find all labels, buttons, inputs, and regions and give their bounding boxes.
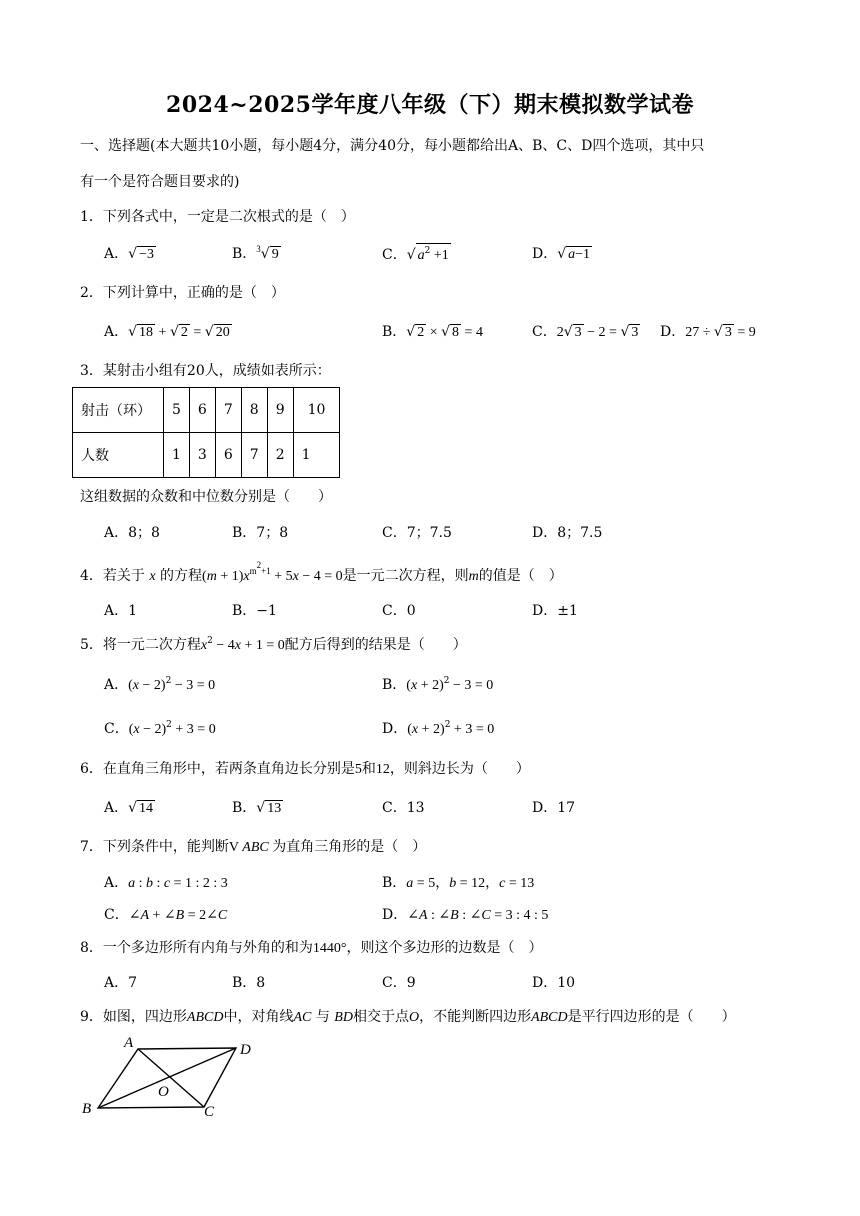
q2-option-b: B．√ 2 × √ 8 = 4 [382, 324, 483, 340]
q7-option-a: A．a : b : c = 1 : 2 : 3 [104, 875, 228, 891]
q8-option-b: B．8 [232, 975, 266, 991]
q1-option-d: D．√ a−1 [532, 246, 591, 262]
q5-option-b: B．$(x + 2)^2 - 3 = 0$ [382, 676, 494, 693]
q7-option-c: C．∠A + ∠B = 2∠C [104, 907, 228, 923]
vertex-label-d: D [240, 1042, 251, 1058]
q3-option-d: D．8；7.5 [532, 525, 603, 541]
q5-option-a: A．$(x - 2)^2 - 3 = 0$ [104, 676, 216, 693]
q6-option-a: A．√ 14 [104, 800, 154, 816]
q8-option-a: A．7 [104, 975, 138, 991]
table-cell: 9 [267, 388, 293, 433]
parallelogram-figure [78, 1032, 278, 1118]
q4-option-a: A．1 [104, 603, 138, 619]
q8-option-c: C．9 [382, 975, 416, 991]
q7-option-d: D．∠A : ∠B : ∠C = 3 : 4 : 5 [382, 907, 549, 923]
table-row [73, 388, 340, 433]
table-cell: 5 [164, 388, 190, 433]
q6-stem: 6．在直角三角形中，若两条直角边长分别是5和12，则斜边长为（ ） [80, 761, 530, 777]
q3-followup: 这组数据的众数和中位数分别是（ ） [80, 489, 332, 505]
q8-stem: 8．一个多边形所有内角与外角的和为1440°，则这个多边形的边数是（ ） [80, 940, 543, 956]
q1-stem: 1．下列各式中，一定是二次根式的是（ ） [80, 209, 355, 225]
table-cell: 1 [164, 433, 190, 478]
q3-option-c: C．7；7.5 [382, 525, 452, 541]
vertex-label-c: C [204, 1104, 215, 1118]
q7-stem: 7．下列条件中，能判断V ABC 为直角三角形的是（ ） [80, 839, 427, 855]
table-header-cell: 人数 [73, 433, 164, 478]
table-cell: 6 [215, 433, 241, 478]
q1-option-c: C．√ $a^2 +1$ [382, 243, 451, 264]
table-cell: 6 [189, 388, 215, 433]
q6-option-c: C．13 [382, 800, 425, 816]
q5-option-c: C．$(x - 2)^2 + 3 = 0$ [104, 720, 216, 737]
q4-option-d: D．±1 [532, 603, 578, 619]
table-cell: 7 [241, 433, 267, 478]
q6-option-b: B．√ 13 [232, 800, 282, 816]
point-label-o: O [158, 1084, 169, 1100]
q2-option-a: A．√ 18 + √ 2 = √ 20 [104, 324, 230, 340]
q2-stem: 2．下列计算中，正确的是（ ） [80, 285, 285, 301]
table-cell: 7 [215, 388, 241, 433]
section-instructions-line1: 一、选择题(本大题共10小题，每小题4分，满分40分，每小题都给出A、B、C、D四个选项，其中只 [80, 138, 705, 154]
vertex-label-a: A [124, 1035, 134, 1051]
table-cell: 2 [267, 433, 293, 478]
table-cell: 10 [293, 388, 340, 433]
score-table [72, 387, 340, 478]
diagonal-ac [138, 1049, 204, 1107]
q1-option-b: B．$^3$√ 9 [232, 244, 279, 262]
q5-stem: 5．将一元二次方程$x^2 - 4x + 1 = 0$配方后得到的结果是（ ） [80, 636, 467, 653]
q4-stem: 4．若关于 x 的方程$(m + 1)x^{m2+1} + 5x - 4 = 0$是一元二次方程，则m的值是（ ） [80, 560, 563, 584]
table-cell: 1 [293, 433, 340, 478]
q2-option-d: D．27 ÷ √ 3 = 9 [660, 324, 756, 340]
table-row [73, 433, 340, 478]
q3-option-b: B．7；8 [232, 525, 289, 541]
vertex-label-b: B [82, 1101, 92, 1117]
q2-option-c: C．2√ 3 − 2 = √ 3 [532, 324, 639, 340]
q3-stem: 3．某射击小组有20人，成绩如表所示： [80, 363, 331, 379]
table-cell: 8 [241, 388, 267, 433]
q4-option-b: B．−1 [232, 603, 277, 619]
q7-option-b: B．a = 5，b = 12，c = 13 [382, 875, 535, 891]
q8-option-d: D．10 [532, 975, 576, 991]
table-header-cell: 射击（环） [73, 388, 164, 433]
q4-option-c: C．0 [382, 603, 416, 619]
q5-option-d: D．$(x + 2)^2 + 3 = 0$ [382, 720, 495, 737]
table-cell: 3 [189, 433, 215, 478]
q9-stem: 9．如图，四边形ABCD中，对角线AC 与 BD相交于点O，不能判断四边形ABCD是平行四边形的是（ ） [80, 1009, 736, 1025]
q1-option-a: A．√ −3 [104, 246, 154, 262]
q3-option-a: A．8；8 [104, 525, 160, 541]
q6-option-d: D．17 [532, 800, 576, 816]
section-instructions-line2: 有一个是符合题目要求的) [80, 174, 240, 190]
exam-title: 2024~2025学年度八年级（下）期末模拟数学试卷 [166, 92, 694, 118]
